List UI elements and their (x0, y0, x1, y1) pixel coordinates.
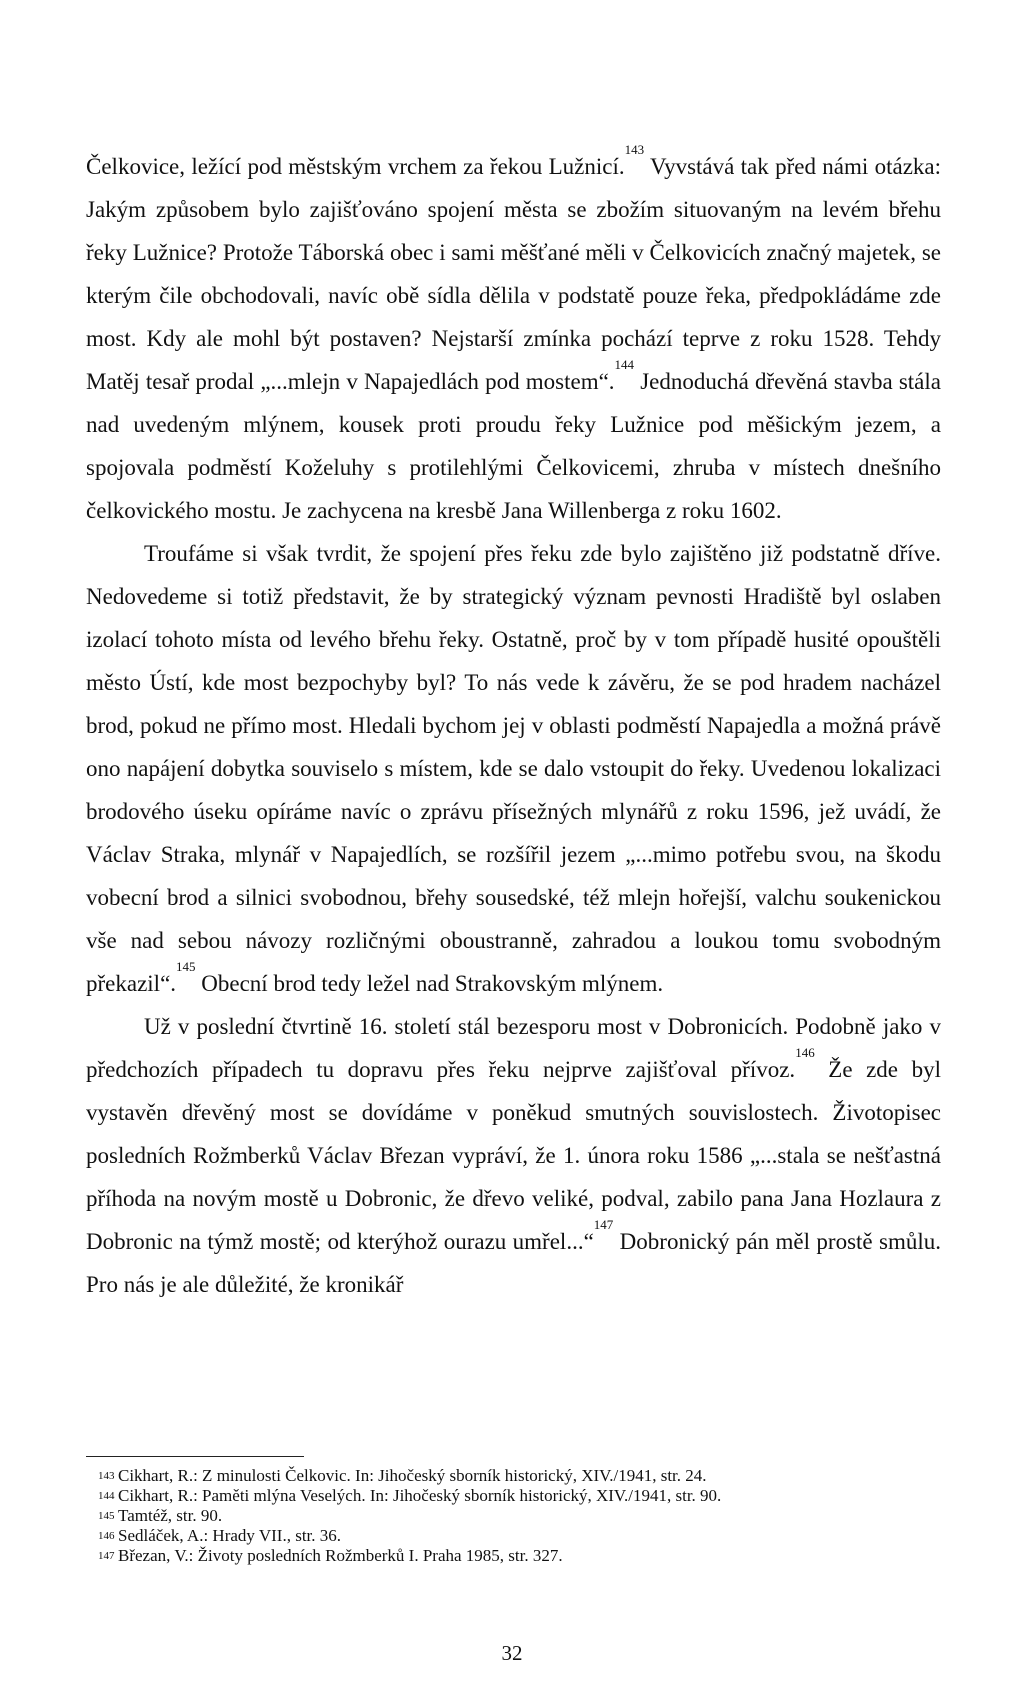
footnote-text: Sedláček, A.: Hrady VII., str. 36. (118, 1526, 342, 1545)
footnote (98, 1486, 918, 1506)
footnote-text: Cikhart, R.: Z minulosti Čelkovic. In: Jihočeský sborník historický, XIV./1941, str. 24. (118, 1466, 707, 1485)
paragraph (86, 142, 942, 532)
footnote (98, 1546, 918, 1566)
footnote-number: 145 (98, 1510, 115, 1522)
text-run: Troufáme si však tvrdit, že spojení přes řeku zde bylo zajištěno již podstatně dříve. Nedovedeme si totiž představit, že by strategický význam pevnosti Hradiště byl oslaben izolací tohoto místa od levého břehu řeky. Ostatně, proč by v tom případě husité opouštěli město Ústí, kde most bezpochyby byl? To nás vede k závěru, že se pod hradem nacházel brod, pokud ne přímo most. Hledali bychom jej v oblasti podměstí Napajedla a možná právě ono napájení dobytka souviselo s místem, kde se dalo vstoupit do řeky. Uvedenou lokalizaci brodového úseku opíráme navíc o zprávu přísežných mlynářů z roku 1596, jež uvádí, že Václav Straka, mlynář v Napajedlích, se rozšířil jezem „...mimo potřebu svou, na škodu vobecní brod a silnici svobodnou, břehy sousedské, též mlejn hořejší, valchu soukenickou vše nad sebou návozy rozličnými oboustranně, zahradou a loukou tomu svobodným překazil“. (86, 541, 941, 996)
footnote (98, 1506, 918, 1526)
footnote-separator (86, 1456, 304, 1457)
paragraph (86, 532, 941, 1005)
footnote-reference: 145 (176, 959, 196, 974)
footnote (98, 1466, 918, 1486)
footnote-reference: 143 (624, 142, 645, 157)
text-run: Vyvstává tak před námi otázka: Jakým způsobem bylo zajišťováno spojení města se zbožím situovaným na levém břehu řeky Lužnice? Protože Táborská obec i sami měšťané měli v Čelkovicích značný majetek, se kterým čile obchodovali, navíc obě sídla dělila v podstatě pouze řeka, předpokládáme zde most. Kdy ale mohl být postaven? Nejstarší zmínka pochází teprve z roku 1528. Tehdy Matěj tesař prodal „...mlejn v Napajedlách pod mostem“. (86, 154, 942, 394)
footnote-text: Březan, V.: Životy posledních Rožmberků I. Praha 1985, str. 327. (118, 1546, 563, 1565)
text-run: Že zde byl vystavěn dřevěný most se dovídáme v poněkud smutných souvislostech. Životopisec posledních Rožmberků Václav Březan vypráví, že 1. února roku 1586 „...stala se nešťastná příhoda na novým mostě u Dobronic, že dřevo veliké, podval, zabilo pana Jana Hozlaura z Dobronic na týmž mostě; od kterýhož ourazu umřel...“ (86, 1057, 941, 1254)
footnote (98, 1526, 918, 1546)
body-text (86, 142, 942, 1306)
page-number: 32 (501, 1641, 523, 1665)
footnote-number: 144 (98, 1490, 115, 1502)
footnote-number: 143 (98, 1470, 115, 1482)
text-run: Už v poslední čtvrtině 16. století stál bezesporu most v Dobronicích. Podobně jako v předchozích případech tu dopravu přes řeku nejprve zajišťoval přívoz. (86, 1014, 941, 1082)
footnote-number: 147 (98, 1550, 115, 1562)
footnotes (98, 1466, 918, 1566)
text-run: Jednoduchá dřevěná stavba stála nad uvedeným mlýnem, kousek proti proudu řeky Lužnice pod měšickým jezem, a spojovala podměstí Koželuhy s protilehlými Čelkovicemi, zhruba v místech dnešního čelkovického mostu. Je zachycena na kresbě Jana Willenberga z roku 1602. (86, 369, 941, 523)
footnote-reference: 146 (795, 1045, 815, 1060)
text-run: Čelkovice, ležící pod městským vrchem za řekou Lužnicí. (86, 154, 625, 179)
footnote-number: 146 (98, 1530, 115, 1542)
footnote-text: Tamtéž, str. 90. (118, 1506, 223, 1525)
footnote-text: Cikhart, R.: Paměti mlýna Veselých. In: Jihočeský sborník historický, XIV./1941, str. 90. (118, 1486, 722, 1505)
text-run: Dobronický pán měl prostě smůlu. Pro nás je ale důležité, že kronikář (86, 1229, 941, 1297)
footnote-reference: 144 (614, 357, 635, 372)
paragraph (86, 1005, 941, 1306)
footnote-reference: 147 (593, 1217, 614, 1232)
text-run: Obecní brod tedy ležel nad Strakovským mlýnem. (195, 971, 664, 996)
